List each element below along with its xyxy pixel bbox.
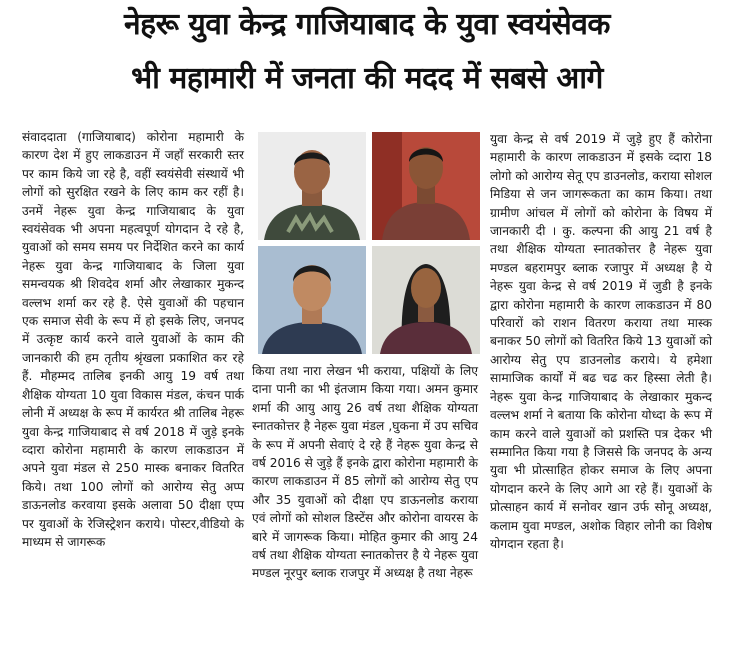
headline-line-1: नेहरू युवा केन्द्र गाजियाबाद के युवा स्वयंसेवक (124, 7, 610, 42)
portrait-photo-1 (258, 132, 366, 240)
portrait-photo-2 (372, 132, 480, 240)
person-portrait-icon (372, 132, 480, 240)
person-portrait-icon (258, 132, 366, 240)
portrait-photo-4 (372, 246, 480, 354)
photo-grid (258, 132, 480, 354)
person-portrait-icon (372, 246, 480, 354)
article-column-middle: किया तथा नारा लेखन भी कराया, पक्षियों के लिए दाना पानी का भी इंतजाम किया गया। अमन कुमार शर्मा की आयु आयु 26 वर्ष तथा शैक्षिक योग्यता स्नातकोत्तर है नेहरू युवा मंडल ,घुकना में उप सचिव के रूप में अपनी सेवाएं दे रहे हैं नेहरू युवा केन्द्र से वर्ष 2016 से जुड़े हैं इनके द्वारा कोरोना महामारी के कारण लाकडाउन में 85 लोगों को आरोग्य सेतु एप और 35 युवाओं को दीक्षा एप डाऊनलोड कराया एवं लोगों को सोशल डिस्टेंस और कोरोना वायरस के बारे में जागरूक किया। मोहित कुमार की आयु 24 वर्ष तथा शैक्षिक योग्यता स्नातकोत्तर है ये नेहरू युवा मण्डल नूरपुर ब्लाक राजपुर में अध्यक्ष है तथा नेहरू (252, 364, 478, 581)
article-column-right: युवा केन्द्र से वर्ष 2019 में जुड़े हुए हैं कोरोना महामारी के कारण लाकडाउन में इसके व्दारा 18 लोगो को आरोग्य सेतू एप डाउनलोड, कराया सोशल मिडिया से जन जागरूकता का काम किया। तथा ग्रामीण आंचल में लोगों को कोरोना के विषय में जानकारी दी । कु. कल्पना की आयु 21 वर्ष है तथा शैक्षिक योग्यता स्नातकोत्तर है नेहरू युवा मण्डल बहरामपुर ब्लाक रजापुर में अध्यक्ष है ये नेहरू युवा केन्द्र से वर्ष 2019 में जुडी है इनके द्वारा कोरोना महामारी के कारण लाकडाउन में 80 परिवारों को राशन वितरण कराया तथा मास्क बनाकर 50 लोगों को वितरित किये 13 युवाओं को आरोग्य सेतु एप डाउनलोड कराये। ये हमेशा सामाजिक कार्यों में बढ चढ कर हिस्सा लेती है। नेहरू युवा केन्द्र गाजियाबाद के लेखाकार मुकन्द वल्लभ शर्मा ने बताया कि कोरोना योध्दा के रूप में काम करने वाले युवाओं को प्रशस्ति पत्र देकर भी सम्मानित किया गया है जिससे कि जनपद के अन्य युवा भी प्रोत्साहित होकर समाज के लिए अपना योगदान करने के लिए आगे आ रहे हैं। युवाओं के प्रोत्साहन कार्य में सनोवर खान उर्फ सोनू अध्यक्ष, कलाम युवा मण्डल, अशोक विहार लोनी का विशेष योगदान रहता है। (490, 132, 712, 551)
portrait-photo-3 (258, 246, 366, 354)
person-portrait-icon (258, 246, 366, 354)
headline-line-2: भी महामारी में जनता की मदद में सबसे आगे (131, 61, 603, 96)
article-column-left: संवाददाता (गाजियाबाद) कोरोना महामारी के कारण देश में हुए लाकडाउन में जहाँ सरकारी स्तर पर काम किये जा रहे है, वहीं स्वयंसेवी संस्थायें भी लोगों को सुरक्षित रखने के लिए काम कर रहीं है। उनमें नेहरू युवा केन्द्र गाजियाबाद के युवा स्वयंसेवक भी अपना महत्वपूर्ण योगदान दे रहे है, युवाओं को समय समय पर निर्देशित करने का कार्य नेहरू युवा केन्द्र गाजियाबाद के जिला युवा समन्वयक श्री शिवदेव शर्मा और लेखाकार मुकन्द वल्लभ शर्मा कर रहे है. ऐसे युवाओं की पहचान एक समाज सेवी के रूप में हो इसके लिए, जनपद में उत्कृष्ट कार्य करने वाले युवाओं के काम की जानकारी की हम तृतीय श्रृंखला प्रकाशित कर रहे हैं. मौहम्मद तालिब इनकी आयु 19 वर्ष तथा शैक्षिक योग्यता 10 युवा विकास मंडल, कंचन पार्क लोनी में अध्यक्ष के रूप में कार्यरत श्री तालिब नेहरू युवा केन्द्र गाजियाबाद से वर्ष 2018 में जुड़े इनके व्दारा कोरोना महामारी के कारण लाकडाउन में अपने युवा मंडल से 250 मास्क बनाकर वितरित किये। तथा 100 लोगों को आरोग्य सेतु अप्प डाऊनलोड करवाया इसके अलावा 50 दीक्षा एप्प पर युवाओं के रेजिस्ट्रेशन कराये। पोस्टर,वीडियो के माध्यम से जागरूक (22, 130, 244, 549)
